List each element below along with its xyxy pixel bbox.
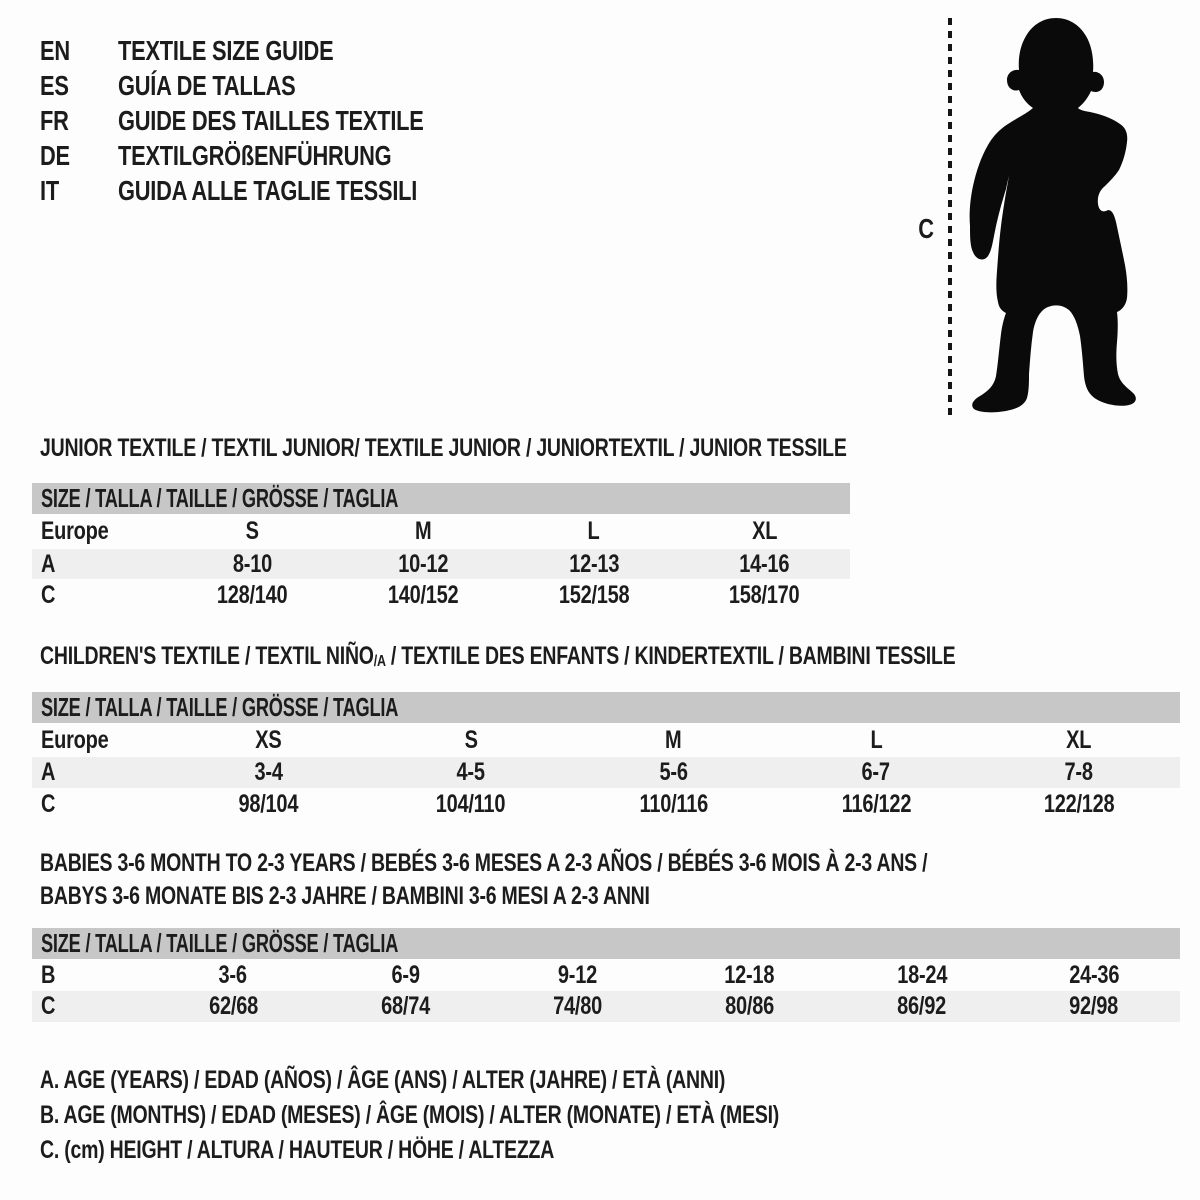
table-cell: 12-13 <box>568 549 619 578</box>
table-cell: S <box>464 725 478 754</box>
table-cell: 140/152 <box>387 581 459 609</box>
table-cell: 152/158 <box>558 581 630 609</box>
table-cell: 7-8 <box>1064 758 1093 786</box>
table-row <box>32 959 1180 991</box>
junior-table <box>32 483 850 612</box>
height-measure-dashed-line <box>948 18 952 415</box>
table-cell: L <box>870 725 883 754</box>
table-cell: 8-10 <box>232 549 272 578</box>
measure-legend <box>40 1063 988 1168</box>
table-cell: 98/104 <box>238 789 299 818</box>
language-code: ES <box>40 70 69 101</box>
table-cell: 68/74 <box>380 992 430 1020</box>
heading-subscript: /A <box>373 653 386 670</box>
table-row <box>32 579 850 612</box>
table-cell: 62/68 <box>208 992 258 1020</box>
table-cell: 5-6 <box>659 758 688 786</box>
table-cell: 6-9 <box>391 960 420 989</box>
table-cell: 12-18 <box>724 960 775 989</box>
language-code: EN <box>40 35 70 66</box>
row-label: A <box>41 758 56 786</box>
language-title: GUIDA ALLE TAGLIE TESSILI <box>118 175 418 206</box>
table-cell: S <box>245 517 259 545</box>
language-code: DE <box>40 140 70 171</box>
language-code: IT <box>40 175 59 206</box>
language-row <box>40 103 510 138</box>
table-cell: M <box>414 517 432 545</box>
table-cell: 3-6 <box>218 960 248 989</box>
table-cell: XS <box>255 725 282 754</box>
table-row <box>32 757 1180 788</box>
row-label: C <box>41 992 56 1020</box>
table-cell: 122/128 <box>1043 789 1114 818</box>
table-cell: 110/116 <box>639 789 708 818</box>
language-row <box>40 68 510 103</box>
toddler-silhouette <box>960 14 1140 418</box>
row-label: Europe <box>41 725 109 754</box>
row-label: B <box>41 960 56 989</box>
table-cell: 86/92 <box>897 992 947 1020</box>
babies-table <box>32 928 1180 1022</box>
language-list <box>40 33 510 208</box>
language-row <box>40 138 510 173</box>
row-label: Europe <box>41 517 109 545</box>
babies-section-heading: BABIES 3-6 MONTH TO 2-3 YEARS / BEBÉS 3-6 MESES A 2-3 AÑOS / BÉBÉS 3-6 MOIS À 2-3 ANS / BABYS 3-6 MONATE BIS 2-3 JAHRE / BAMBINI 3-6 MESI A 2-3 ANNI <box>40 849 928 910</box>
table-cell: 158/170 <box>729 581 800 609</box>
table-cell: 104/110 <box>436 789 506 818</box>
table-cell: 92/98 <box>1069 992 1119 1020</box>
table-row <box>32 549 850 579</box>
table-cell: XL <box>752 517 778 545</box>
table-cell: 24-36 <box>1068 960 1119 989</box>
table-cell: XL <box>1066 725 1092 754</box>
legend-line-a: A. AGE (YEARS) / EDAD (AÑOS) / ÂGE (ANS) / ALTER (JAHRE) / ETÀ (ANNI) <box>40 1066 726 1094</box>
language-code: FR <box>40 105 69 136</box>
language-row <box>40 173 510 208</box>
legend-line-c: C. (cm) HEIGHT / ALTURA / HAUTEUR / HÖHE / ALTEZZA <box>40 1136 555 1164</box>
table-cell: 116/122 <box>841 789 911 818</box>
table-cell: 4-5 <box>456 758 485 786</box>
junior-section-heading: JUNIOR TEXTILE / TEXTIL JUNIOR/ TEXTILE JUNIOR / JUNIORTEXTIL / JUNIOR TESSILE <box>40 434 847 462</box>
row-label: C <box>41 789 56 818</box>
children-section-heading: CHILDREN'S TEXTILE / TEXTIL NIÑO/A / TEXTILE DES ENFANTS / KINDERTEXTIL / BAMBINI TESSILE <box>40 642 956 670</box>
table-row <box>32 991 1180 1022</box>
table-cell: 14-16 <box>739 549 790 578</box>
table-cell: 6-7 <box>861 758 891 786</box>
table-cell: 18-24 <box>896 960 947 989</box>
height-measure-label: C <box>918 213 934 244</box>
table-row <box>32 514 850 549</box>
table-cell: 3-4 <box>254 758 283 786</box>
legend-line-b: B. AGE (MONTHS) / EDAD (MESES) / ÂGE (MOIS) / ALTER (MONATE) / ETÀ (MESI) <box>40 1101 780 1129</box>
size-header-bar: SIZE / TALLA / TAILLE / GRÖSSE / TAGLIA <box>32 483 850 514</box>
table-row <box>32 723 1180 757</box>
size-header-bar: SIZE / TALLA / TAILLE / GRÖSSE / TAGLIA <box>32 928 1180 959</box>
table-row <box>32 788 1180 820</box>
children-table <box>32 692 1180 820</box>
row-label: A <box>41 549 56 578</box>
table-cell: M <box>665 725 682 754</box>
language-title: TEXTILGRÖßENFÜHRUNG <box>118 140 392 171</box>
table-cell: 10-12 <box>398 549 449 578</box>
table-cell: 74/80 <box>552 992 602 1020</box>
language-row <box>40 33 510 68</box>
table-cell: 80/86 <box>725 992 775 1020</box>
size-header-bar: SIZE / TALLA / TAILLE / GRÖSSE / TAGLIA <box>32 692 1180 723</box>
table-cell: L <box>587 517 600 545</box>
language-title: GUÍA DE TALLAS <box>118 70 296 101</box>
table-cell: 128/140 <box>217 581 288 609</box>
language-title: GUIDE DES TAILLES TEXTILE <box>118 105 424 136</box>
table-cell: 9-12 <box>557 960 597 989</box>
row-label: C <box>41 581 56 609</box>
language-title: TEXTILE SIZE GUIDE <box>118 35 334 66</box>
